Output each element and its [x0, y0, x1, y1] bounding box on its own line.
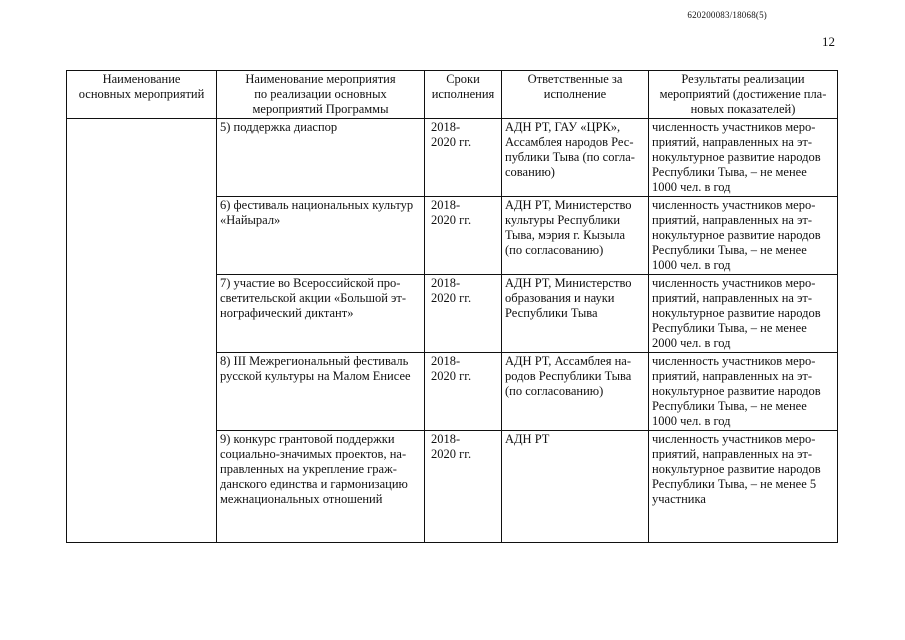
result-cell: численность участников меро- приятий, направленных на эт- нокультурное развитие народов Республики Тыва, – не менее 1000 чел. в год — [649, 353, 838, 431]
responsible-cell: АДН РТ, Ассамблея на- родов Республики Тыва (по согласованию) — [502, 353, 649, 431]
document-code: 620200083/18068(5) — [687, 10, 767, 20]
header-main-activities: Наименование основных мероприятий — [67, 71, 217, 119]
table-row — [67, 119, 838, 197]
period-cell: 2018- 2020 гг. — [425, 353, 502, 431]
responsible-cell: АДН РТ, Министерство культуры Республики Тыва, мэрия г. Кызыла (по согласованию) — [502, 197, 649, 275]
page-number: 12 — [822, 34, 835, 49]
header-row — [67, 71, 838, 119]
program-activities-table — [66, 70, 838, 543]
period-cell: 2018- 2020 гг. — [425, 119, 502, 197]
period-cell: 2018- 2020 гг. — [425, 275, 502, 353]
result-cell: численность участников меро- приятий, направленных на эт- нокультурное развитие народов Республики Тыва, – не менее 5 участника — [649, 431, 838, 543]
header-activity-name: Наименование мероприятия по реализации основных мероприятий Программы — [217, 71, 425, 119]
result-cell: численность участников меро- приятий, направленных на эт- нокультурное развитие народов Республики Тыва, – не менее 2000 чел. в год — [649, 275, 838, 353]
header-responsible: Ответственные за исполнение — [502, 71, 649, 119]
header-period: Сроки исполнения — [425, 71, 502, 119]
activity-cell: 5) поддержка диаспор — [217, 119, 425, 197]
period-cell: 2018- 2020 гг. — [425, 431, 502, 543]
main-activity-cell — [67, 119, 217, 543]
period-cell: 2018- 2020 гг. — [425, 197, 502, 275]
table-header — [67, 71, 838, 119]
activity-cell: 7) участие во Всероссийской про- светительской акции «Большой эт- нографический диктант» — [217, 275, 425, 353]
result-cell: численность участников меро- приятий, направленных на эт- нокультурное развитие народов Республики Тыва, – не менее 1000 чел. в год — [649, 119, 838, 197]
table-body — [67, 119, 838, 543]
responsible-cell: АДН РТ, Министерство образования и науки Республики Тыва — [502, 275, 649, 353]
responsible-cell: АДН РТ, ГАУ «ЦРК», Ассамблея народов Рес- публики Тыва (по согла- сованию) — [502, 119, 649, 197]
responsible-cell: АДН РТ — [502, 431, 649, 543]
header-results: Результаты реализации мероприятий (достижение пла- новых показателей) — [649, 71, 838, 119]
result-cell: численность участников меро- приятий, направленных на эт- нокультурное развитие народов Республики Тыва, – не менее 1000 чел. в год — [649, 197, 838, 275]
activity-cell: 6) фестиваль национальных культур «Найырал» — [217, 197, 425, 275]
activity-cell: 9) конкурс грантовой поддержки социально-значимых проектов, на- правленных на укрепление граж- данского единства и гармонизацию межнациональных отношений — [217, 431, 425, 543]
activity-cell: 8) III Межрегиональный фестиваль русской культуры на Малом Енисее — [217, 353, 425, 431]
